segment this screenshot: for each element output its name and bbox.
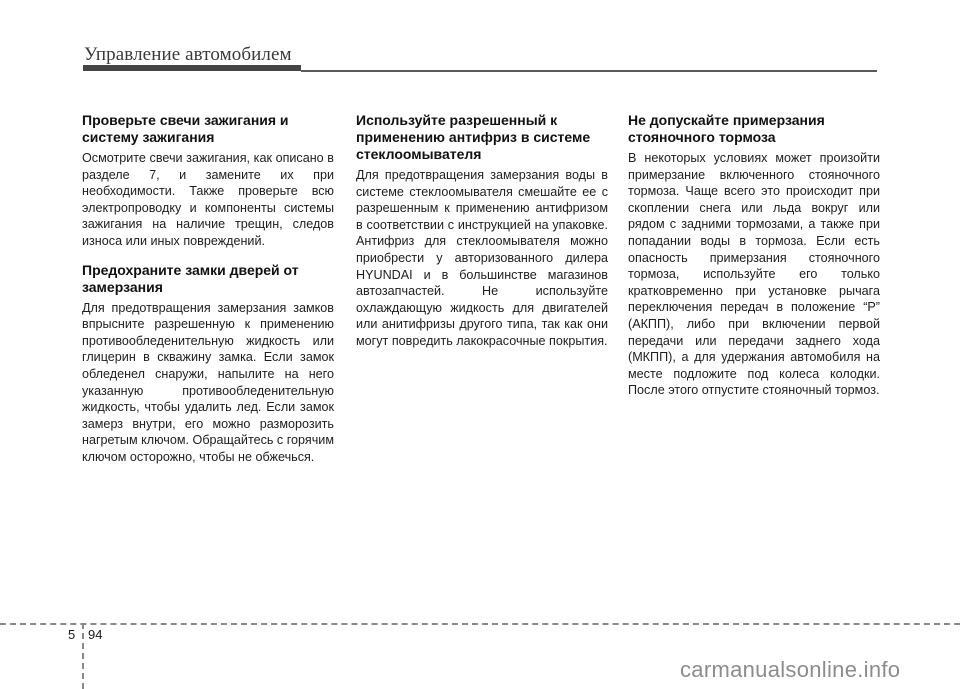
- column-middle: [356, 112, 608, 362]
- column-right: [628, 112, 880, 411]
- section-body-door-locks: Для предотвращения замерзания замков впрысните разрешенную к применению противообледенительную жидкость или глицерин в скважину замка. Если замок обледенел снаружи, напылите на него указанную противообледенительную жидкость, чтобы удалить лед. Если замок замерз внутри, его можно разморозить нагретым ключом. Обращайтесь с горячим ключом осторожно, чтобы не обжечься.: [82, 300, 334, 464]
- chapter-header-title: Управление автомобилем: [84, 44, 292, 65]
- section-title-washer-antifreeze: Используйте разрешенный к применению антифриз в системе стеклоомывателя: [356, 112, 591, 162]
- page-number: 94: [88, 627, 103, 642]
- section-title-door-locks: Предохраните замки дверей от замерзания: [82, 261, 299, 295]
- watermark-text: carmanualsonline.info: [680, 657, 901, 682]
- section-title-parking-brake: Не допускайте примерзания стояночного тормоза: [628, 112, 825, 145]
- section-body-washer-antifreeze: Для предотвращения замерзания воды в системе стеклоомывателя смешайте ее с разрешенным к применению антифризом в соответствии с инструкцией на упаковке. Антифриз для стеклоомывателя можно приобрести у авторизованного дилера HYUNDAI и в большинстве магазинов автозапчастей. Не используйте охлаждающую жидкость для двигателей или анитифризы другого типа, так как они могут повредить лакокрасочные покрытия.: [356, 168, 608, 348]
- section-body-parking-brake: В некоторых условиях может произойти примерзание включенного стояночного тормоза. Чаще всего это происходит при скоплении снега или льда вокруг или рядом с задними тормозами, а также при попадании воды в тормоза. Если есть опасность примерзания стояночного тормоза, используйте его только кратковременно при установке рычага переключения передач в положение “P” (АКПП), либо при включении первой передачи или передачи заднего хода (МКПП), а для удержания автомобиля на месте подложите под колеса колодки. После этого отпустите стояночный тормоз.: [628, 151, 880, 398]
- footer-dashed-divider: [82, 623, 84, 689]
- column-left: [82, 112, 334, 478]
- section-title-spark-plugs: Проверьте свечи зажигания и систему зажигания: [82, 112, 289, 145]
- header-rule-thick: [83, 65, 301, 71]
- header-rule-thin: [301, 70, 877, 72]
- page-chapter-number: 5: [68, 627, 76, 642]
- section-body-spark-plugs: Осмотрите свечи зажигания, как описано в разделе 7, и замените их при необходимости. Также проверьте всю электропроводку и компоненты системы зажигания на наличие трещин, следов износа или иных повреждений.: [82, 151, 334, 248]
- footer-dashed-rule: [0, 623, 960, 625]
